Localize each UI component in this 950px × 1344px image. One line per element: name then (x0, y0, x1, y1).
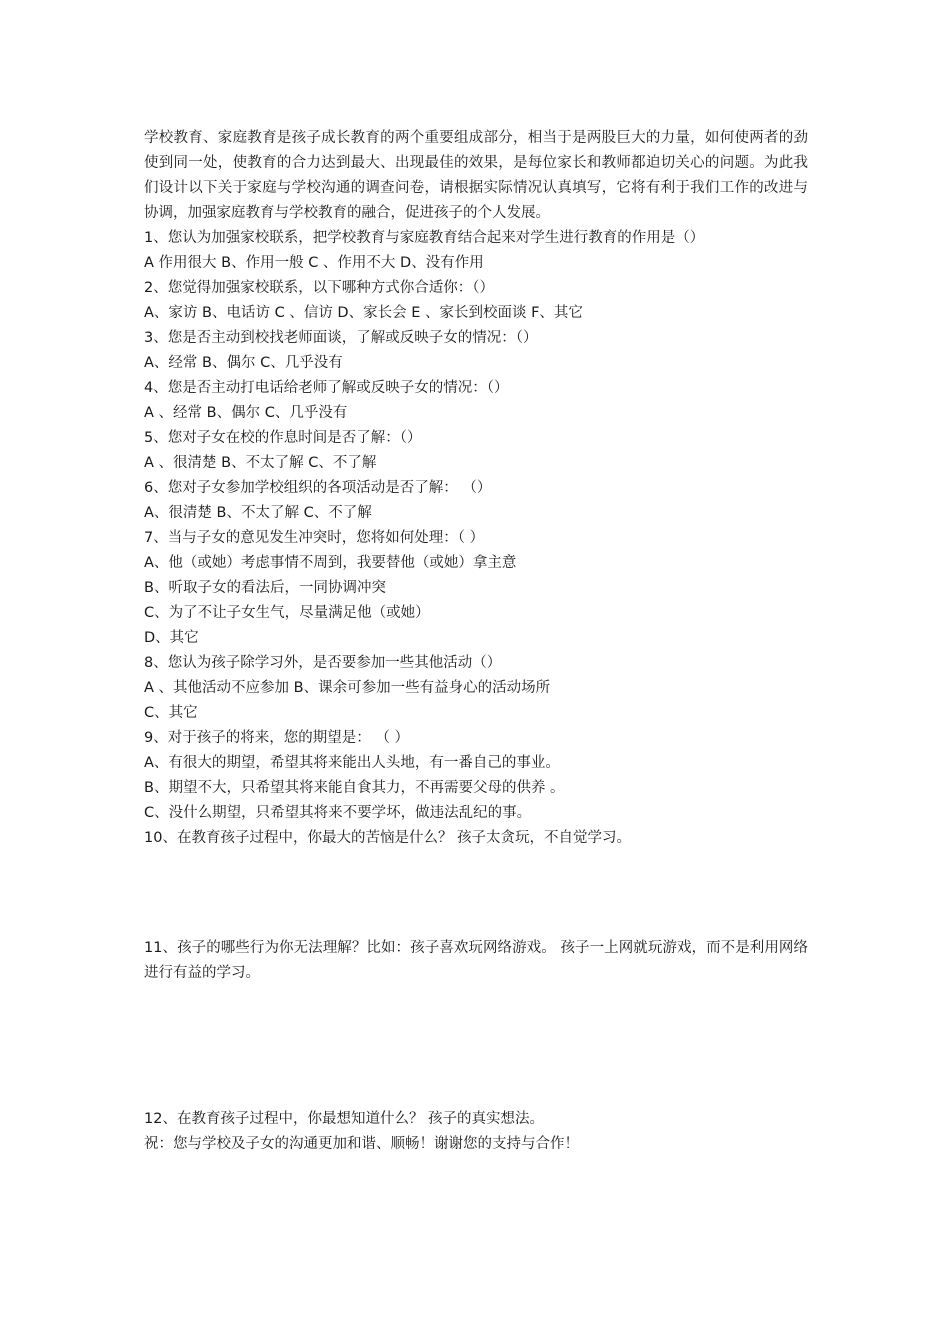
question-7 (144, 526, 808, 651)
option-line: A、很清楚 B、不太了解 C、不了解 (144, 505, 372, 521)
question-3 (144, 326, 808, 376)
option-line: C、为了不让子女生气，尽量满足他（或她） (144, 605, 430, 621)
question-text: 3、您是否主动到校找老师面谈，了解或反映子女的情况：（） (144, 330, 538, 346)
question-8 (144, 651, 808, 726)
question-text: 2、您觉得加强家校联系，以下哪种方式你合适你：（） (144, 280, 494, 296)
answer-space (144, 851, 808, 936)
option-line: D、其它 (144, 630, 199, 646)
option-line: A 、很清楚 B、不太了解 C、不了解 (144, 455, 377, 471)
question-11: 11、孩子的哪些行为你无法理解？比如：孩子喜欢玩网络游戏。 孩子一上网就玩游戏，而不是利用网络进行有益的学习。 (144, 940, 808, 981)
option-line: B、期望不大，只希望其将来能自食其力，不再需要父母的供养 。 (144, 780, 565, 796)
question-10: 10、在教育孩子过程中，你最大的苦恼是什么？ 孩子太贪玩，不自觉学习。 (144, 830, 632, 846)
question-9 (144, 726, 808, 826)
option-line: A 作用很大 B、作用一般 C 、作用不大 D、没有作用 (144, 255, 484, 271)
option-line: A、家访 B、电话访 C 、信访 D、家长会 E 、家长到校面谈 F、其它 (144, 305, 583, 321)
option-line: A 、经常 B、偶尔 C、几乎没有 (144, 405, 348, 421)
question-text: 4、您是否主动打电话给老师了解或反映子女的情况：（） (144, 380, 509, 396)
question-text: 8、您认为孩子除学习外，是否要参加一些其他活动（） (144, 655, 502, 671)
intro-paragraph: 学校教育、家庭教育是孩子成长教育的两个重要组成部分，相当于是两股巨大的力量，如何使两者的劲使到同一处，使教育的合力达到最大、出现最佳的效果，是每位家长和教师都迫切关心的问题。为此我们设计以下关于家庭与学校沟通的调查问卷，请根据实际情况认真填写，它将有利于我们工作的改进与协调，加强家庭教育与学校教育的融合，促进孩子的个人发展。 (144, 130, 808, 221)
option-line: C、其它 (144, 705, 198, 721)
question-1 (144, 226, 808, 276)
question-text: 1、您认为加强家校联系，把学校教育与家庭教育结合起来对学生进行教育的作用是（） (144, 230, 705, 246)
answer-space (144, 986, 808, 1107)
option-line: A 、其他活动不应参加 B、课余可参加一些有益身心的活动场所 (144, 680, 551, 696)
option-line: A、有很大的期望，希望其将来能出人头地，有一番自己的事业。 (144, 755, 560, 771)
question-12: 12、在教育孩子过程中，你最想知道什么？ 孩子的真实想法。 (144, 1111, 545, 1127)
option-line: B、听取子女的看法后，一同协调冲突 (144, 580, 386, 596)
option-line: A、经常 B、偶尔 C、几乎没有 (144, 355, 343, 371)
option-line: C、没什么期望，只希望其将来不要学坏，做违法乱纪的事。 (144, 805, 532, 821)
option-line: A、他（或她）考虑事情不周到，我要替他（或她）拿主意 (144, 555, 517, 571)
question-2 (144, 276, 808, 326)
question-text: 5、您对子女在校的作息时间是否了解：（） (144, 430, 422, 446)
question-5 (144, 426, 808, 476)
question-6 (144, 476, 808, 526)
closing-line: 祝：您与学校及子女的沟通更加和谐、顺畅！谢谢您的支持与合作！ (144, 1136, 579, 1152)
question-text: 9、对于孩子的将来，您的期望是： （ ） (144, 730, 409, 746)
question-4 (144, 376, 808, 426)
question-text: 7、当与子女的意见发生冲突时，您将如何处理：（ ） (144, 530, 485, 546)
question-text: 6、您对子女参加学校组织的各项活动是否了解： （） (144, 480, 492, 496)
survey-document (144, 126, 808, 1157)
